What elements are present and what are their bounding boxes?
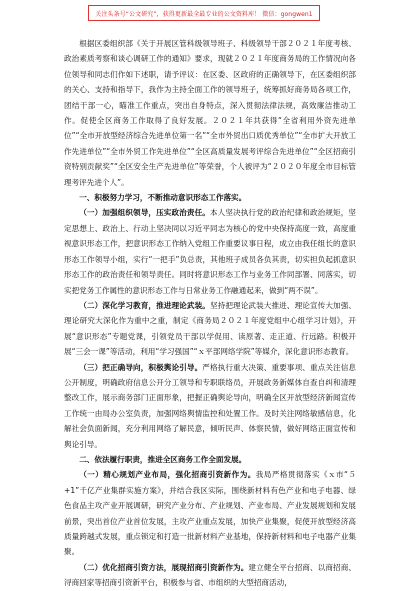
- promo-banner-text: 关注头条号“公文研究”，获得更新最全最专业的公文资料库！ 微信：gongwen1: [95, 10, 313, 18]
- subsection-3-title: （三）把正确导向，积极舆论引导。: [79, 362, 203, 372]
- promo-banner-box: [88, 5, 319, 21]
- subsection-3-body: 严格执行重大决策、重要事项、重点关注信息公开制度，明确政府信息公开分工领导和专职联络员，开展政务新媒体自查自纠和清理整改工作，展示商务部门正面形象，把握正确舆论导向，明确全区开放型经济新闻宣传工作统一由局办公室负责，加强网络舆情监控和处置工作。及时关注网络敏感信息，化解社会负面新闻，充分利用网络了解民意，倾听民声、体察民情，做好网络正面宣传和舆论引导。: [64, 362, 357, 449]
- intro-paragraph: 根据区委组织部《关于开展区管科级领导班子、科级领导干部２０２１年度考核、政治素质考察和谈心调研工作的通知》要求，现就２０２１年度商务局的工作情况向各位领导和同志们作如下述职，请予评议：在区委、区政府的正确领导下，在区委组织部的关心、支持和指导下，我作为主持全面工作的领导班子，统筹抓好商务局各项工作，团结干部一心，瞄准工作重点，突出自身特点，深入贯彻法律法规，高效廉洁推动工作。促使全区商务工作取得了良好发展。２０２１年共获得“全省利用外资先进单位”“全市开放型经济综合先进单位第一名”“全市外贸出口质优秀单位”“全市扩大开放工作先进单位”“全市外贸工作先进单位”“全区高质量发展考评综合先进单位”“全区招商引资特别贡献奖”“全区安全生产先进单位”等荣誉，个人被评为“２０２０年度全市目标管理考评先进个人”。: [64, 39, 356, 187]
- subsection-1-title: （一）加强组织领导，压实政治责任。: [79, 208, 210, 218]
- subsection-3: [64, 360, 356, 452]
- subsection-5-title: （二）优化招商引资方法，展现招商引资新作为。: [79, 562, 249, 572]
- promo-banner: [0, 0, 408, 26]
- subsection-2-title: （二）深化学习教育，推进理论武装。: [79, 300, 210, 310]
- subsection-4-title: （一）精心规划产业布局，强化招商引资新作为。: [79, 470, 256, 480]
- subsection-4-body: 我局严格贯彻落实《ｘ市“５+1”千亿产业集群实施方案》，并结合我区实际，围绕新材料有色产业和电子电器、绿色食品主攻产业开展调研，研究产业分布、产业规划、产业布局、产业发展规划和发展前景，突出首位产业首位发展，主攻产业重点发展，加快产业集聚，促使开放型经济高质量跨越式发展，重点锁定和打造一批新材料产业基地，保持新材料和电子电器产业集聚。: [64, 470, 357, 557]
- section-heading-1: 一、积极努力学习，不断推动意识形态工作落实。: [79, 193, 247, 203]
- subsection-2: [64, 298, 356, 360]
- subsection-1: [64, 205, 356, 297]
- subsection-2-body: 坚持把理论武装大推进、理论宣传大加强、理论研究大深化作为重中之重，制定《商务局２０２１年度党组中心组学习计划》，开展“意识形态”专题党课，引领党员干部以学促用、读原著、走正道、行远路。积极开展“三会一课”等活动，利用“学习强国”“ｘ平部网络学院”等媒介，深化意识形态教育。: [64, 300, 357, 357]
- subsection-5-body: 建立健全平台招商、以商招商、浔商回家等招商引资新平台，积极参与省、市组织的大型招商活动，: [64, 562, 357, 588]
- document-body: [64, 36, 356, 591]
- subsection-5: [64, 560, 356, 591]
- subsection-4: [64, 467, 356, 559]
- section-heading-2: 二、依法履行职责，推进全区商务工作全面发展。: [79, 454, 247, 464]
- subsection-1-body: 本人坚决执行党的政治纪律和政治规矩，坚定思想上、政治上、行动上坚决同以习近平同志为核心的党中央保持高度一致，高度重视意识形态工作，把意识形态工作纳入党组工作重要议事日程，成立由我任组长的意识形态工作领导小组，实行“一把手”负总责，其他班子成员各负其责，切实担负起抓意识形态工作的政治责任和领导责任。同时将意识形态工作与业务工作同部署、同落实，切实把党务工作属性的意识形态工作与日常业务工作融通起来，做到“两不误”。: [64, 208, 357, 295]
